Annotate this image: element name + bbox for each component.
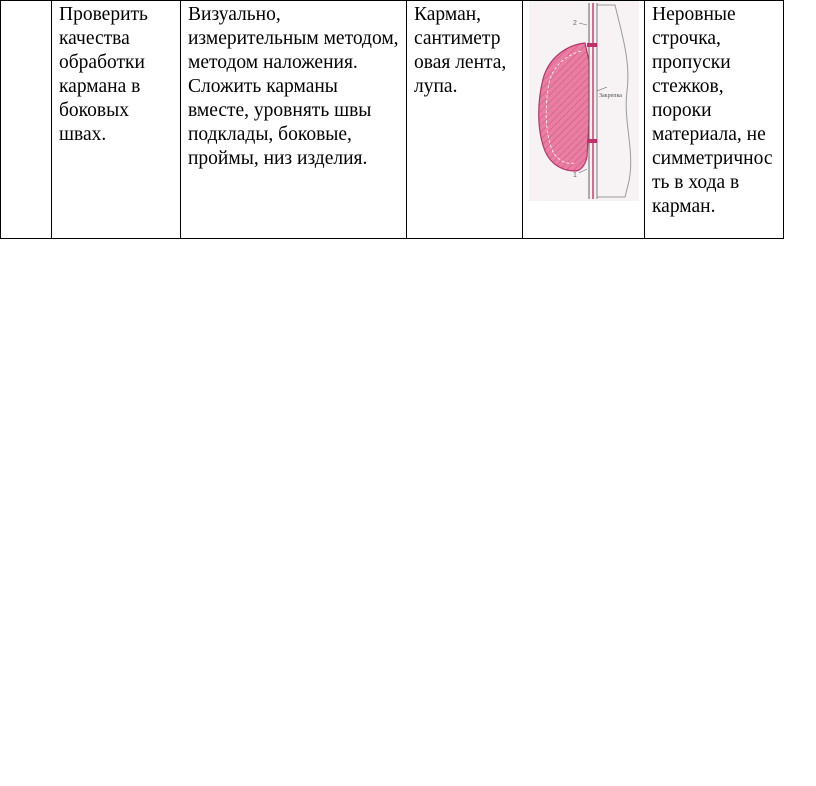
inspection-table (0, 0, 784, 239)
defects-text: Неровные строчка, пропуски стежков, пороки материала, не симметричность в хода в карман. (652, 4, 773, 217)
check-text: Проверить качества обработки кармана в боковых швах. (59, 4, 148, 145)
figure-label-2: 2 (573, 20, 577, 27)
number-cell (1, 1, 52, 239)
pocket-diagram (523, 1, 645, 237)
figure-label-zakrepka: Закрепка (599, 93, 622, 99)
tools-cell (407, 1, 523, 239)
defects-cell (645, 1, 784, 239)
pocket-diagram-svg (523, 1, 645, 237)
figure-label-1: 1 (573, 172, 577, 179)
table-row (1, 1, 784, 239)
figure-cell (523, 1, 645, 239)
method-text: Визуально, измерительным методом, методом наложения. Сложить карманы вместе, уровнять швы подклады, боковые, проймы, низ изделия. (188, 4, 399, 169)
method-cell (181, 1, 407, 239)
check-cell (52, 1, 181, 239)
pocket-opening-bottom-mark (587, 139, 597, 143)
pocket-opening-top-mark (587, 43, 597, 47)
tools-text: Карман, сантиметр овая лента, лупа. (414, 4, 507, 97)
